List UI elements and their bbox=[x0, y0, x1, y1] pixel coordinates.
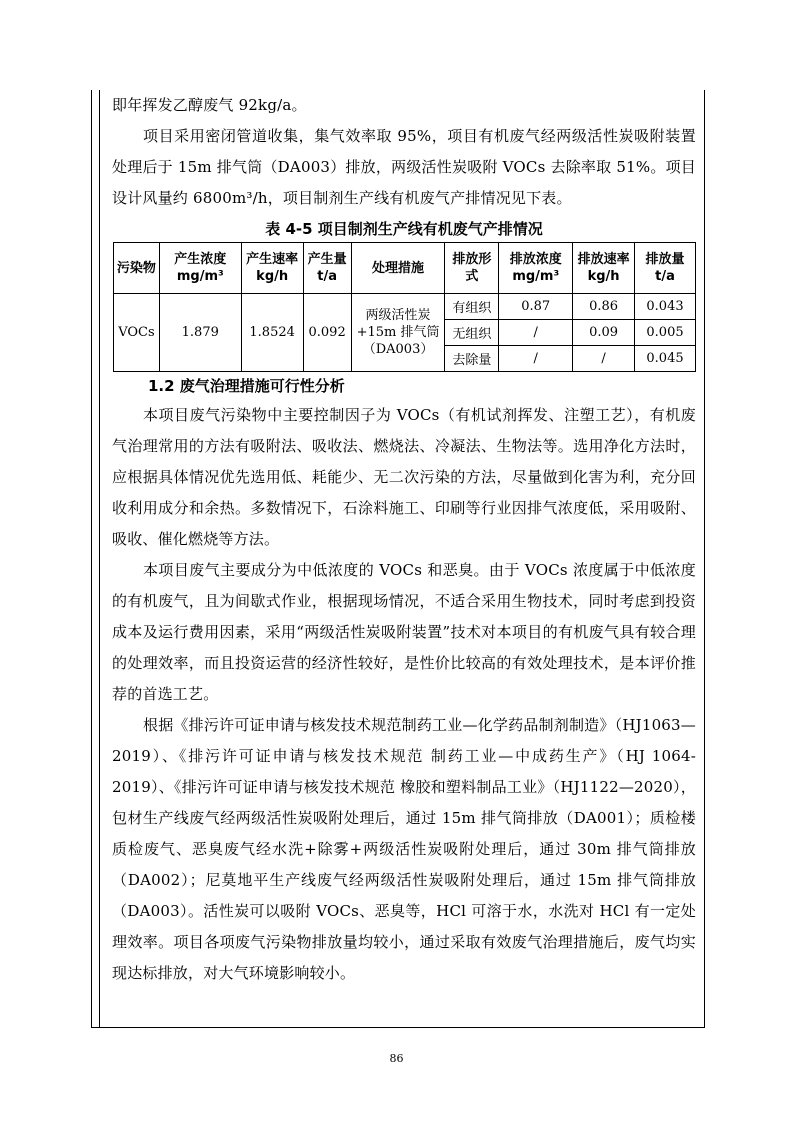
cell-emit-rate: 0.09 bbox=[573, 320, 635, 346]
section-paragraph-1: 本项目废气污染物中主要控制因子为 VOCs（有机试剂挥发、注塑工艺），有机废气治理常用的方法有吸附法、吸收法、燃烧法、冷凝法、生物法等。选用净化方法时，应根据具体情况优先选用低、耗能少、无二次污染的方法，尽量做到化害为利，充分回收利用成分和余热。多数情况下，石涂料施工、印刷等行业因排气浓度低，采用吸附、吸收、催化燃烧等方法。 bbox=[112, 406, 696, 548]
header-form: 排放形式 bbox=[445, 243, 499, 294]
emission-table bbox=[113, 242, 696, 372]
cell-emit-rate: 0.86 bbox=[573, 294, 635, 320]
section-heading: 1.2 废气治理措施可行性分析 bbox=[148, 377, 345, 395]
intro-line: 即年挥发乙醇废气 92kg/a。 bbox=[112, 96, 307, 114]
cell-emit-conc: / bbox=[499, 320, 573, 346]
cell-emit-rate: / bbox=[573, 346, 635, 372]
header-gen-rate: 产生速率 kg/h bbox=[241, 243, 303, 294]
table-caption: 表 4-5 项目制剂生产线有机废气产排情况 bbox=[265, 220, 543, 238]
frame-inner-line bbox=[99, 90, 100, 1027]
header-measure: 处理措施 bbox=[351, 243, 445, 294]
table-row bbox=[114, 294, 696, 320]
cell-measure: 两级活性炭+15m 排气筒（DA003） bbox=[351, 294, 445, 372]
header-emit-amount: 排放量 t/a bbox=[635, 243, 696, 294]
cell-emit-amount: 0.045 bbox=[635, 346, 696, 372]
cell-gen-rate: 1.8524 bbox=[241, 294, 303, 372]
cell-form: 去除量 bbox=[445, 346, 499, 372]
cell-emit-amount: 0.005 bbox=[635, 320, 696, 346]
header-gen-conc: 产生浓度 mg/m³ bbox=[159, 243, 241, 294]
header-emit-rate: 排放速率 kg/h bbox=[573, 243, 635, 294]
cell-emit-conc: 0.87 bbox=[499, 294, 573, 320]
document-content bbox=[112, 90, 696, 989]
page-number: 86 bbox=[389, 1052, 404, 1065]
cell-form: 有组织 bbox=[445, 294, 499, 320]
section-paragraph-2: 本项目废气主要成分为中低浓度的 VOCs 和恶臭。由于 VOCs 浓度属于中低浓度的有机废气，且为间歇式作业，根据现场情况，不适合采用生物技术，同时考虑到投资成本及运行费用因素，采用“两级活性炭吸附装置”技术对本项目的有机废气具有较合理的处理效率，而且投资运营的经济性较好，是性价比较高的有效处理技术，是本评价推荐的首选工艺。 bbox=[112, 561, 696, 703]
cell-form: 无组织 bbox=[445, 320, 499, 346]
header-pollutant: 污染物 bbox=[114, 243, 160, 294]
header-emit-conc: 排放浓度 mg/m³ bbox=[499, 243, 573, 294]
cell-gen-amount: 0.092 bbox=[303, 294, 351, 372]
header-gen-amount: 产生量 t/a bbox=[303, 243, 351, 294]
intro-paragraph: 项目采用密闭管道收集，集气效率取 95%，项目有机废气经两级活性炭吸附装置处理后于 15m 排气筒（DA003）排放，两级活性炭吸附 VOCs 去除率取 51%。项目设计风量约 6800m³/h，项目制剂生产线有机废气产排情况见下表。 bbox=[112, 127, 696, 207]
cell-emit-conc: / bbox=[499, 346, 573, 372]
cell-pollutant: VOCs bbox=[114, 294, 160, 372]
cell-emit-amount: 0.043 bbox=[635, 294, 696, 320]
table-header-row bbox=[114, 243, 696, 294]
section-paragraph-3: 根据《排污许可证申请与核发技术规范制药工业—化学药品制剂制造》（HJ1063—2019）、《排污许可证申请与核发技术规范 制药工业—中成药生产》（HJ 1064-2019）、《排污许可证申请与核发技术规范 橡胶和塑料制品工业》（HJ1122—2020），包材生产线废气经两级活性炭吸附处理后，通过 15m 排气筒排放（DA001）；质检楼质检废气、恶臭废气经水洗+除雾+两级活性炭吸附处理后，通过 30m 排气筒排放（DA002）；尼莫地平生产线废气经两级活性炭吸附处理后，通过 15m 排气筒排放（DA003）。活性炭可以吸附 VOCs、恶臭等，HCl 可溶于水，水洗对 HCl 有一定处理效率。项目各项废气污染物排放量均较小，通过采取有效废气治理措施后，废气均实现达标排放，对大气环境影响较小。 bbox=[112, 716, 696, 982]
cell-gen-conc: 1.879 bbox=[159, 294, 241, 372]
